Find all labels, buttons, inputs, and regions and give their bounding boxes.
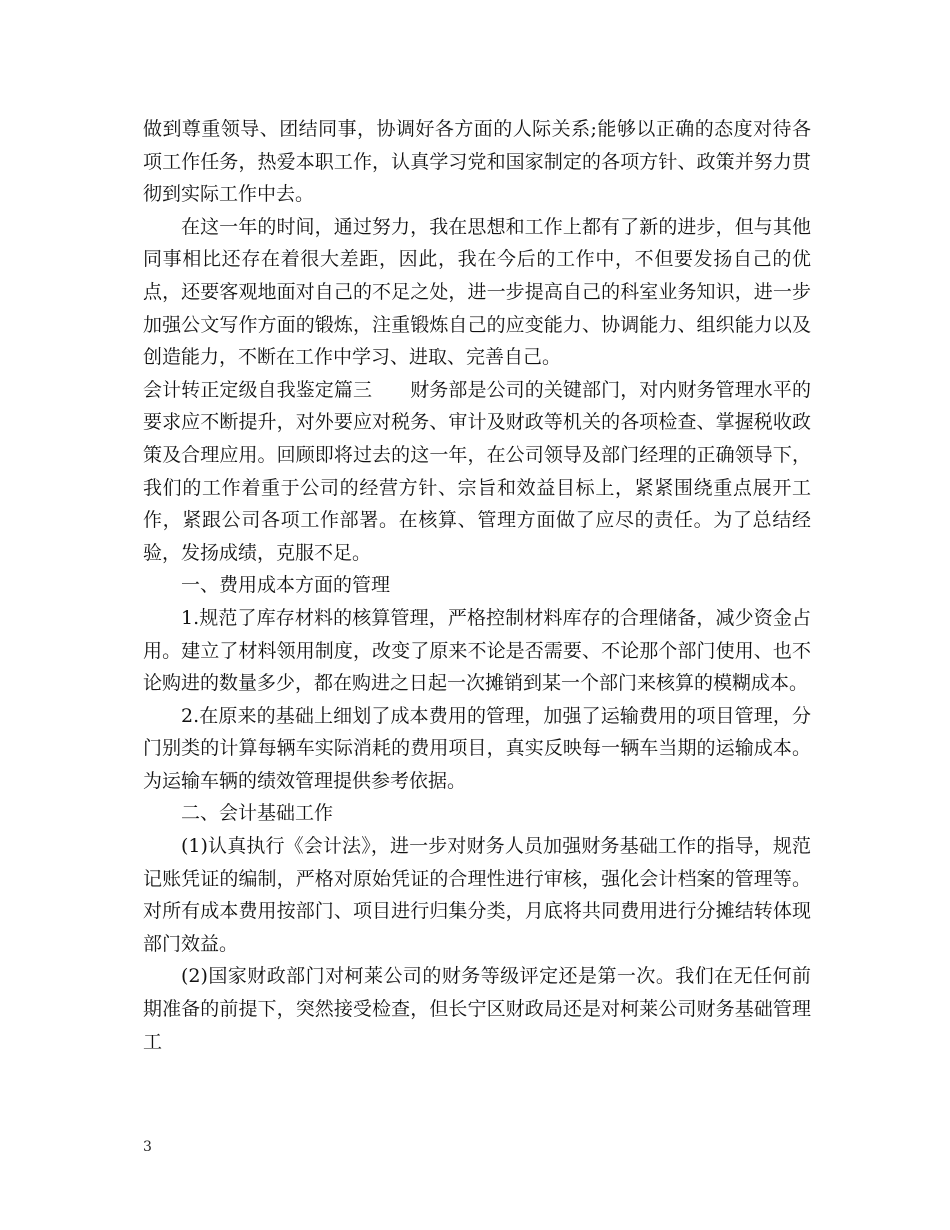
paragraph-item-paren-2: (2)国家财政部门对柯莱公司的财务等级评定还是第一次。我们在无任何前期准备的前提下，突然接受检查，但长宁区财政局还是对柯莱公司财务基础管理工 <box>143 965 811 1053</box>
subheading-cost-management: 一、费用成本方面的管理 <box>181 574 391 597</box>
paragraph-item-paren-1: (1)认真执行《会计法》，进一步对财务人员加强财务基础工作的指导，规范记账凭证的编制，严格对原始凭证的合理性进行审核，强化会计档案的管理等。对所有成本费用按部门、项目进行归集分类，月底将共同费用进行分摊结转体现部门效益。 <box>143 835 811 955</box>
subheading-accounting-basics: 二、会计基础工作 <box>181 802 334 825</box>
paragraph-3-section-heading: 会计转正定级自我鉴定篇三 财务部是公司的关键部门，对内财务管理水平的要求应不断提升，对外要应对税务、审计及财政等机关的各项检查、掌握税收政策及合理应用。回顾即将过去的这一年，在公司领导及部门经理的正确领导下，我们的工作着重于公司的经营方针、宗旨和效益目标上，紧紧围绕重点展开工作，紧跟公司各项工作部署。在核算、管理方面做了应尽的责任。为了总结经验，发扬成绩，克服不足。 <box>143 378 811 564</box>
paragraph-item-2: 2.在原来的基础上细划了成本费用的管理，加强了运输费用的项目管理，分门别类的计算每辆车实际消耗的费用项目，真实反映每一辆车当期的运输成本。为运输车辆的绩效管理提供参考依据。 <box>143 704 811 792</box>
paragraph-2: 在这一年的时间，通过努力，我在思想和工作上都有了新的进步，但与其他同事相比还存在着很大差距，因此，我在今后的工作中，不但要发扬自己的优点，还要客观地面对自己的不足之处，进一步提高自己的科室业务知识，进一步加强公文写作方面的锻炼，注重锻炼自己的应变能力、协调能力、组织能力以及创造能力，不断在工作中学习、进取、完善自己。 <box>143 215 811 369</box>
paragraph-1: 做到尊重领导、团结同事，协调好各方面的人际关系;能够以正确的态度对待各项工作任务，热爱本职工作，认真学习党和国家制定的各项方针、政策并努力贯彻到实际工作中去。 <box>143 118 811 206</box>
paragraph-item-1: 1.规范了库存材料的核算管理，严格控制材料库存的合理储备，减少资金占用。建立了材料领用制度，改变了原来不论是否需要、不论那个部门使用、也不论购进的数量多少，都在购进之日起一次摊销到某一个部门来核算的模糊成本。 <box>143 606 811 695</box>
document-body <box>143 113 811 1058</box>
page-number: 3 <box>143 1139 152 1155</box>
